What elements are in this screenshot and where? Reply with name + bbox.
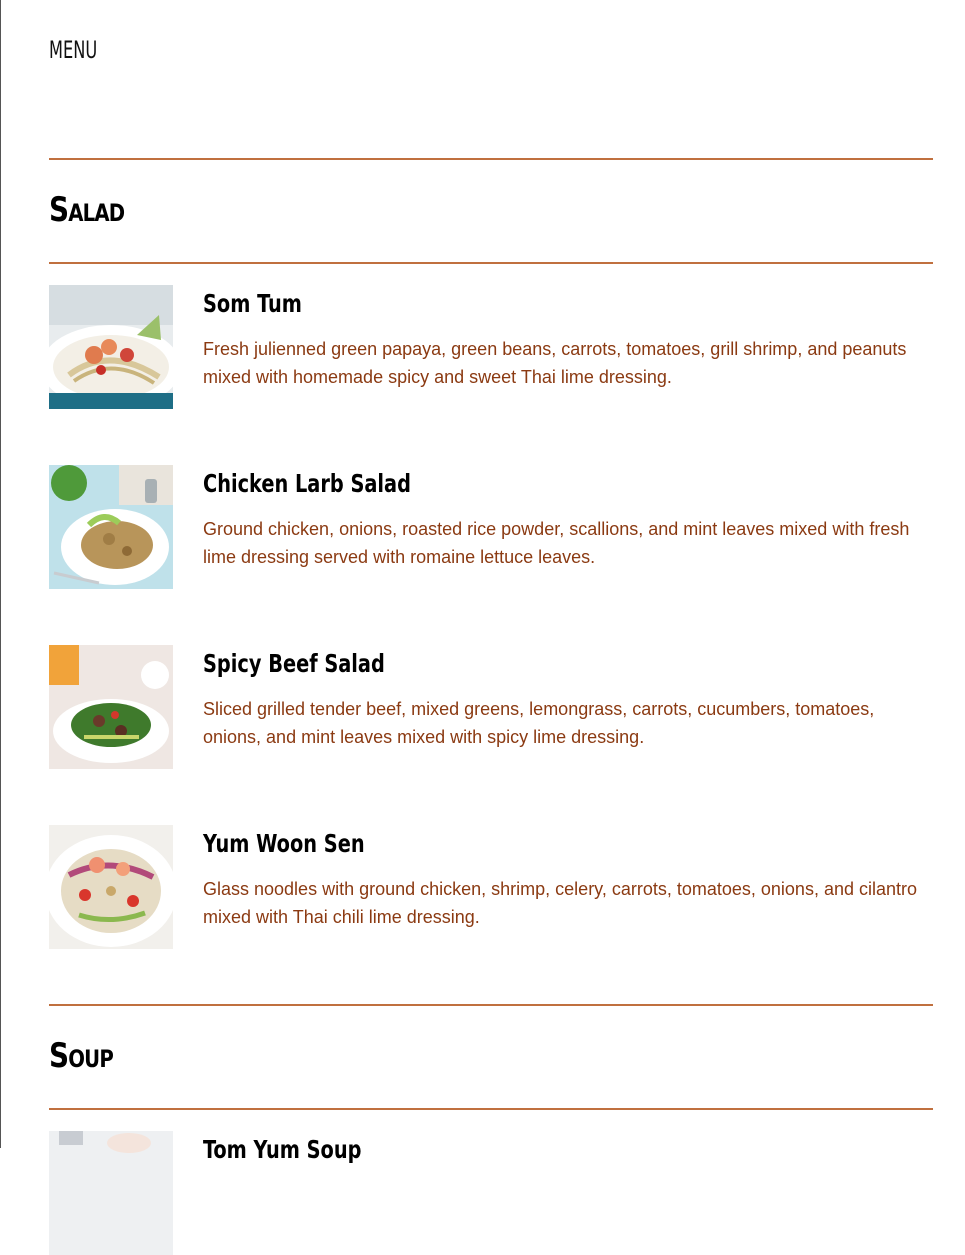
item-name: Chicken Larb Salad	[203, 469, 411, 498]
beef-salad-photo[interactable]	[49, 645, 173, 769]
section-heading-soup: Soup	[49, 1036, 113, 1076]
menu-item-yum-woon-sen[interactable]	[49, 825, 933, 949]
menu-item-chicken-larb-salad[interactable]	[49, 465, 933, 589]
menu-item-som-tum[interactable]	[49, 285, 933, 409]
larb-salad-photo[interactable]	[49, 465, 173, 589]
item-description: Ground chicken, onions, roasted rice powder, scallions, and mint leaves mixed with fresh lime dressing served with romaine lettuce leaves.	[203, 519, 910, 567]
menu-item-spicy-beef-salad[interactable]	[49, 645, 933, 769]
item-name: Tom Yum Soup	[203, 1135, 362, 1164]
left-border	[0, 0, 1, 1148]
item-name: Yum Woon Sen	[203, 829, 365, 858]
glass-noodle-salad-photo[interactable]	[49, 825, 173, 949]
section-heading-salad: Salad	[49, 190, 125, 230]
item-description: Glass noodles with ground chicken, shrimp, celery, carrots, tomatoes, onions, and cilantro mixed with Thai chili lime dressing.	[203, 879, 918, 927]
papaya-salad-photo[interactable]	[49, 285, 173, 409]
section-divider-bottom	[49, 262, 933, 264]
menu-item-tom-yum-soup[interactable]	[49, 1131, 933, 1255]
tom-yum-soup-photo[interactable]	[49, 1131, 173, 1255]
item-description: Sliced grilled tender beef, mixed greens, lemongrass, carrots, cucumbers, tomatoes, onions, and mint leaves mixed with spicy lime dressing.	[203, 699, 875, 747]
page-title: MENU	[49, 36, 98, 64]
item-name: Som Tum	[203, 289, 302, 318]
item-name: Spicy Beef Salad	[203, 649, 385, 678]
section-divider-top	[49, 158, 933, 160]
item-description: Fresh julienned green papaya, green beans, carrots, tomatoes, grill shrimp, and peanuts mixed with homemade spicy and sweet Thai lime dressing.	[203, 339, 907, 387]
section-divider-bottom	[49, 1108, 933, 1110]
section-divider-top	[49, 1004, 933, 1006]
